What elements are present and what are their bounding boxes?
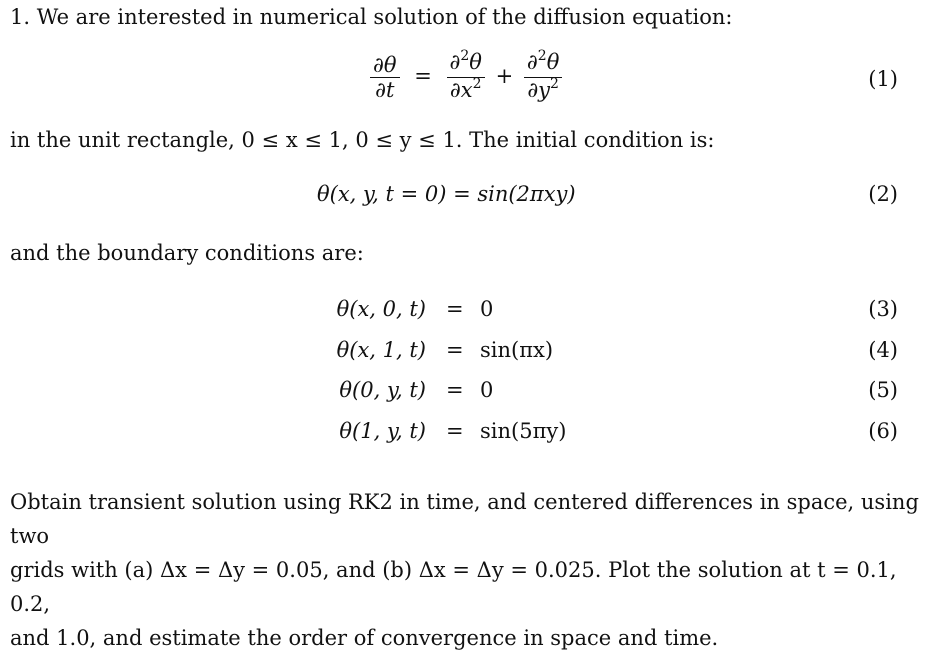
problem-intro: 1. We are interested in numerical solution of the diffusion equation: [10, 5, 733, 29]
d2theta-dy2-fraction: $\frac{\partial^2\theta}{\partial y^2}$ [524, 50, 562, 105]
d2theta-dx2-fraction: $\frac{\partial^2\theta}{\partial x^2}$ [447, 50, 485, 105]
equation-number-2: (2) [868, 182, 898, 206]
bc-equals-6: = [446, 419, 464, 443]
dtheta-dt-fraction: $\frac{\partial\theta}{\partial t}$ [370, 53, 400, 102]
bc-rhs-5: 0 [480, 378, 494, 402]
bc-equals-5: = [446, 378, 464, 402]
equation-number-3: (3) [868, 297, 898, 321]
equation-number-1: (1) [868, 67, 898, 91]
diffusion-equation: $\frac{\partial\theta}{\partial t}$ = $\frac{\partial^2\theta}{\partial x^2}$ + $\frac{\partial^2\theta}{\partial y^2}$ [370, 50, 562, 105]
task-paragraph [10, 485, 926, 655]
equation-number-6: (6) [868, 419, 898, 443]
bc-rhs-6: sin(5πy) [480, 419, 567, 443]
bc-rhs-4: sin(πx) [480, 338, 554, 362]
bc-lhs-5: θ(0, y, t) [339, 378, 426, 402]
bc-lhs-3: θ(x, 0, t) [336, 297, 426, 321]
bc-lhs-6: θ(1, y, t) [339, 419, 426, 443]
domain-text: in the unit rectangle, 0 ≤ x ≤ 1, 0 ≤ y ≤ 1. The initial condition is: [10, 128, 715, 152]
task-line-1: Obtain transient solution using RK2 in time, and centered differences in space, using two [10, 490, 919, 548]
task-line-3: and 1.0, and estimate the order of convergence in space and time. [10, 626, 719, 650]
task-line-2: grids with (a) Δx = Δy = 0.05, and (b) Δx = Δy = 0.025. Plot the solution at t = 0.1, 0.2, [10, 558, 897, 616]
bc-lhs-4: θ(x, 1, t) [336, 338, 426, 362]
bc-equals-3: = [446, 297, 464, 321]
equation-number-5: (5) [868, 378, 898, 402]
bc-rhs-3: 0 [480, 297, 494, 321]
equation-number-4: (4) [868, 338, 898, 362]
bc-equals-4: = [446, 338, 464, 362]
boundary-conditions-text: and the boundary conditions are: [10, 241, 364, 265]
initial-condition-equation: θ(x, y, t = 0) = sin(2πxy) [317, 182, 576, 206]
